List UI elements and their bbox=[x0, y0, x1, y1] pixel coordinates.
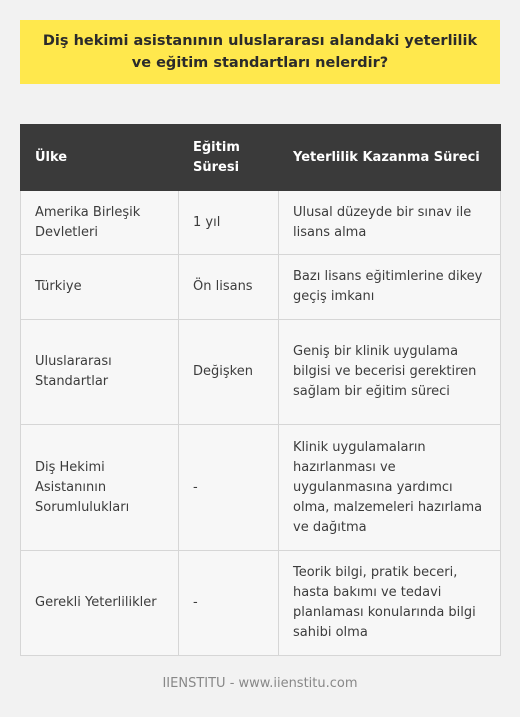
table-row bbox=[21, 191, 501, 255]
column-header-duration: Eğitim Süresi bbox=[179, 125, 279, 191]
cell-process: Teorik bilgi, pratik beceri, hasta bakımı ve tedavi planlaması konularında bilgi sahibi olma bbox=[279, 551, 501, 656]
cell-country: Uluslararası Standartlar bbox=[21, 320, 179, 425]
table-header-row bbox=[21, 125, 501, 191]
cell-country: Amerika Birleşik Devletleri bbox=[21, 191, 179, 255]
cell-process: Geniş bir klinik uygulama bilgisi ve becerisi gerektiren sağlam bir eğitim süreci bbox=[279, 320, 501, 425]
cell-duration: 1 yıl bbox=[179, 191, 279, 255]
table-row bbox=[21, 255, 501, 320]
cell-country: Gerekli Yeterlilikler bbox=[21, 551, 179, 656]
cell-duration: - bbox=[179, 425, 279, 551]
cell-duration: Değişken bbox=[179, 320, 279, 425]
title-banner bbox=[20, 20, 500, 84]
cell-process: Ulusal düzeyde bir sınav ile lisans alma bbox=[279, 191, 501, 255]
table-row bbox=[21, 551, 501, 656]
cell-process: Bazı lisans eğitimlerine dikey geçiş imkanı bbox=[279, 255, 501, 320]
page-title: Diş hekimi asistanının uluslararası alandaki yeterlilik ve eğitim standartları nelerdir? bbox=[42, 33, 478, 71]
column-header-country: Ülke bbox=[21, 125, 179, 191]
table-row bbox=[21, 320, 501, 425]
cell-process: Klinik uygulamaların hazırlanması ve uygulanmasına yardımcı olma, malzemeleri hazırlama ve dağıtma bbox=[279, 425, 501, 551]
cell-country: Diş Hekimi Asistanının Sorumlulukları bbox=[21, 425, 179, 551]
table-row bbox=[21, 425, 501, 551]
column-header-process: Yeterlilik Kazanma Süreci bbox=[279, 125, 501, 191]
qualification-table bbox=[20, 124, 501, 656]
cell-duration: Ön lisans bbox=[179, 255, 279, 320]
cell-duration: - bbox=[179, 551, 279, 656]
footer-credit: IIENSTITU - www.iienstitu.com bbox=[162, 676, 358, 691]
cell-country: Türkiye bbox=[21, 255, 179, 320]
